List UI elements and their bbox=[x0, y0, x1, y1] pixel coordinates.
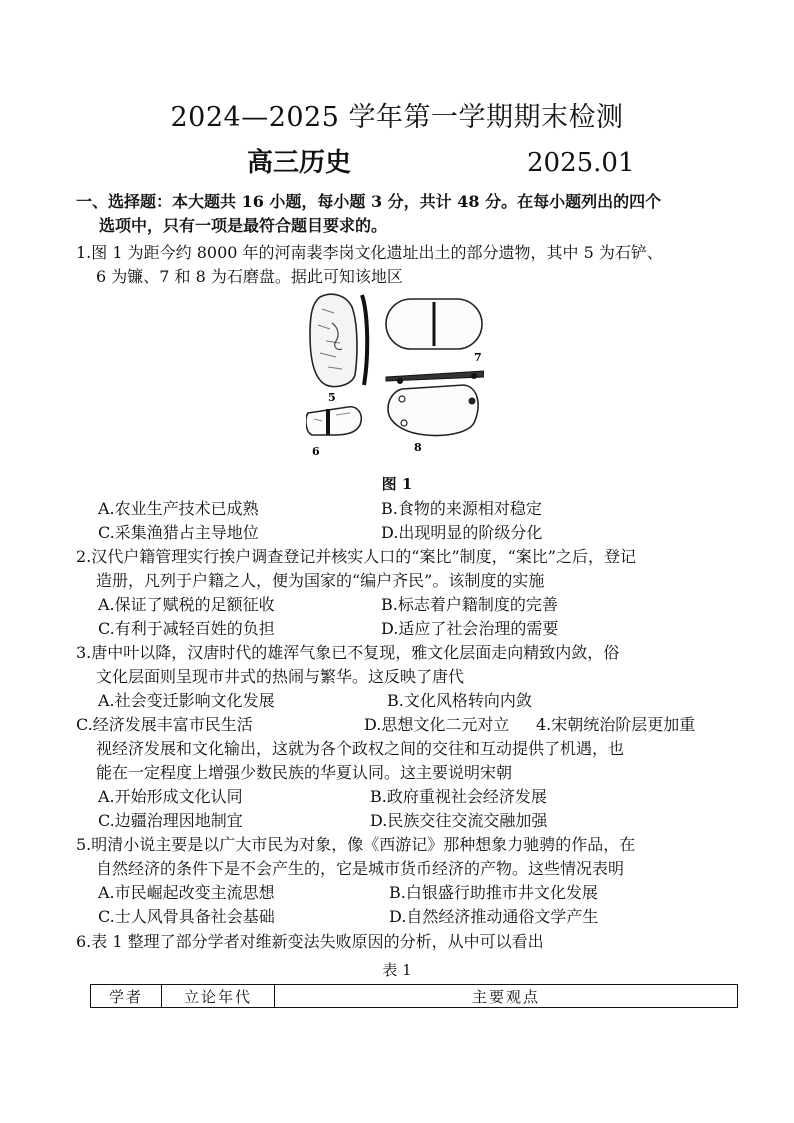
q1-option-b: B.食物的来源相对稳定 bbox=[381, 499, 542, 518]
stone-shovel-drawing bbox=[310, 294, 367, 404]
stone-sickle-drawing bbox=[306, 407, 361, 458]
exam-subtitle bbox=[0, 145, 794, 181]
label-8: 8 bbox=[414, 441, 422, 454]
q5-option-b: B.白银盛行助推市井文化发展 bbox=[389, 883, 598, 902]
q3-option-c: C.经济发展丰富市民生活 bbox=[76, 715, 253, 734]
q1-option-d: D.出现明显的阶级分化 bbox=[381, 523, 543, 542]
q2-stem-line-2: 造册，凡列于户籍之人，便为国家的“编户齐民”。该制度的实施 bbox=[96, 571, 545, 590]
label-5: 5 bbox=[328, 391, 336, 404]
q2-option-b: B.标志着户籍制度的完善 bbox=[381, 595, 558, 614]
label-6: 6 bbox=[312, 445, 320, 458]
q5-stem-line-2: 自然经济的条件下是不会产生的，它是城市货币经济的产物。这些情况表明 bbox=[96, 859, 625, 878]
subject-label: 高三历史 bbox=[247, 148, 352, 178]
q2-option-a: A.保证了赋税的足额征收 bbox=[98, 595, 275, 614]
col-header-viewpoint: 主要观点 bbox=[275, 985, 738, 1008]
q5-option-c: C.士人风骨具备社会基础 bbox=[98, 907, 275, 926]
q4-option-b: B.政府重视社会经济发展 bbox=[370, 787, 547, 806]
q5-stem-line-1: 5.明清小说主要是以广大市民为对象，像《西游记》那种想象力驰骋的作品，在 bbox=[76, 835, 636, 854]
grinding-slab-8-drawing bbox=[388, 385, 478, 454]
table-1 bbox=[90, 984, 738, 1008]
q2-option-d: D.适应了社会治理的需要 bbox=[381, 619, 559, 638]
q2-stem-line-1: 2.汉代户籍管理实行挨户调查登记并核实人口的“案比”制度，“案比”之后，登记 bbox=[76, 547, 636, 566]
q4-option-d: D.民族交往交流交融加强 bbox=[370, 811, 548, 830]
q4-option-c: C.边疆治理因地制宜 bbox=[98, 811, 243, 830]
table-1-caption: 表 1 bbox=[382, 961, 412, 979]
grinding-slab-7-drawing bbox=[386, 299, 482, 364]
q2-option-c: C.有利于减轻百姓的负担 bbox=[98, 619, 275, 638]
exam-title: 2024—2025 学年第一学期期末检测 bbox=[170, 102, 624, 133]
figure-1-artifacts bbox=[306, 289, 484, 461]
q4-stem-line-1: 4.宋朝统治阶层更加重 bbox=[536, 715, 696, 734]
grinding-slab-8-side-drawing bbox=[386, 371, 484, 384]
artifacts-drawing bbox=[306, 289, 484, 461]
q5-option-d: D.自然经济推动通俗文学产生 bbox=[389, 907, 599, 926]
figure-1-caption: 图 1 bbox=[381, 475, 413, 493]
table-header-row bbox=[91, 985, 738, 1008]
section-instructions bbox=[76, 190, 726, 238]
q1-stem-line-2: 6 为镰、7 和 8 为石磨盘。据此可知该地区 bbox=[96, 267, 403, 286]
q4-stem-line-2: 视经济发展和文化输出，这就为各个政权之间的交往和互动提供了机遇，也 bbox=[96, 739, 625, 758]
q6-stem-line-1: 6.表 1 整理了部分学者对维新变法失败原因的分析，从中可以看出 bbox=[76, 932, 544, 951]
col-header-year: 立论年代 bbox=[162, 985, 275, 1008]
section-line-1: 一、选择题：本大题共 16 小题，每小题 3 分，共计 48 分。在每小题列出的四个 bbox=[76, 192, 662, 211]
q4-option-a: A.开始形成文化认同 bbox=[98, 787, 243, 806]
section-line-2: 选项中，只有一项是最符合题目要求的。 bbox=[99, 216, 388, 235]
q1-stem-line-1: 1.图 1 为距今约 8000 年的河南裴李岗文化遗址出土的部分遗物，其中 5 为石铲、 bbox=[76, 243, 663, 262]
label-7: 7 bbox=[474, 351, 482, 364]
exam-date: 2025.01 bbox=[527, 148, 635, 178]
q1-option-a: A.农业生产技术已成熟 bbox=[98, 499, 259, 518]
q3-stem-line-1: 3.唐中叶以降，汉唐时代的雄浑气象已不复现，雅文化层面走向精致内敛，俗 bbox=[76, 643, 620, 662]
col-header-scholar: 学者 bbox=[91, 985, 162, 1008]
q3-option-d: D.思想文化二元对立 bbox=[364, 715, 510, 734]
q1-option-c: C.采集渔猎占主导地位 bbox=[98, 523, 259, 542]
q5-option-a: A.市民崛起改变主流思想 bbox=[98, 883, 275, 902]
q4-stem-line-3: 能在一定程度上增强少数民族的华夏认同。这主要说明宋朝 bbox=[96, 763, 513, 782]
q3-option-b: B.文化风格转向内敛 bbox=[387, 691, 532, 710]
q3-stem-line-2: 文化层面则呈现市井式的热闹与繁华。这反映了唐代 bbox=[96, 667, 465, 686]
q3-option-a: A.社会变迁影响文化发展 bbox=[98, 691, 275, 710]
